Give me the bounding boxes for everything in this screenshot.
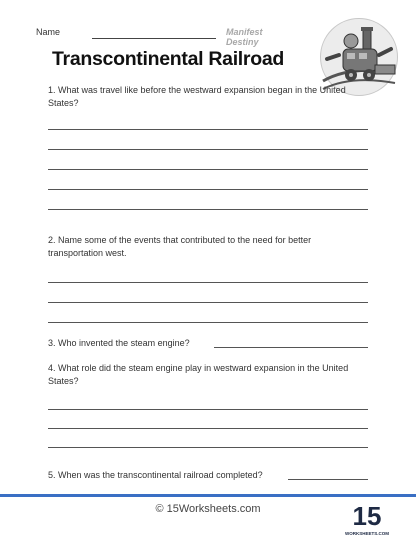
logo-number: 15 xyxy=(352,501,382,531)
question-number: 1. xyxy=(48,85,56,95)
name-label: Name xyxy=(36,27,61,37)
answer-line[interactable] xyxy=(214,347,368,348)
question-number: 4. xyxy=(48,363,56,373)
question-text: What role did the steam engine play in westward expansion in the United States? xyxy=(48,363,349,386)
answer-line[interactable] xyxy=(48,447,368,448)
question-1 xyxy=(48,84,368,110)
question-text: What was travel like before the westward expansion began in the United States? xyxy=(48,85,346,108)
footer-copyright[interactable]: © 15Worksheets.com xyxy=(155,503,261,515)
answer-line[interactable] xyxy=(48,322,368,323)
answer-line[interactable] xyxy=(48,302,368,303)
answer-line[interactable] xyxy=(48,129,368,130)
question-number: 2. xyxy=(48,235,56,245)
name-field[interactable] xyxy=(92,38,216,39)
answer-line[interactable] xyxy=(48,409,368,410)
answer-line[interactable] xyxy=(48,428,368,429)
question-text: Name some of the events that contributed to the need for better transportation west. xyxy=(48,235,312,258)
page-title: Transcontinental Railroad xyxy=(52,48,284,70)
topic-label: Manifest Destiny xyxy=(226,27,263,47)
brand-logo-icon xyxy=(344,497,390,539)
answer-line[interactable] xyxy=(48,189,368,190)
question-text: Who invented the steam engine? xyxy=(58,338,190,348)
name-row xyxy=(36,26,286,47)
question-2 xyxy=(48,234,368,260)
question-number: 5. xyxy=(48,470,56,480)
answer-line[interactable] xyxy=(48,209,368,210)
answer-line[interactable] xyxy=(48,282,368,283)
question-5 xyxy=(48,469,368,482)
question-3 xyxy=(48,337,368,350)
answer-line[interactable] xyxy=(48,149,368,150)
question-4 xyxy=(48,362,368,388)
answer-line[interactable] xyxy=(48,169,368,170)
answer-line[interactable] xyxy=(288,479,368,480)
question-text: When was the transcontinental railroad completed? xyxy=(58,470,263,480)
question-number: 3. xyxy=(48,338,56,348)
brand-logo[interactable] xyxy=(344,497,390,539)
logo-caption: WORKSHEETS.COM xyxy=(344,531,390,536)
